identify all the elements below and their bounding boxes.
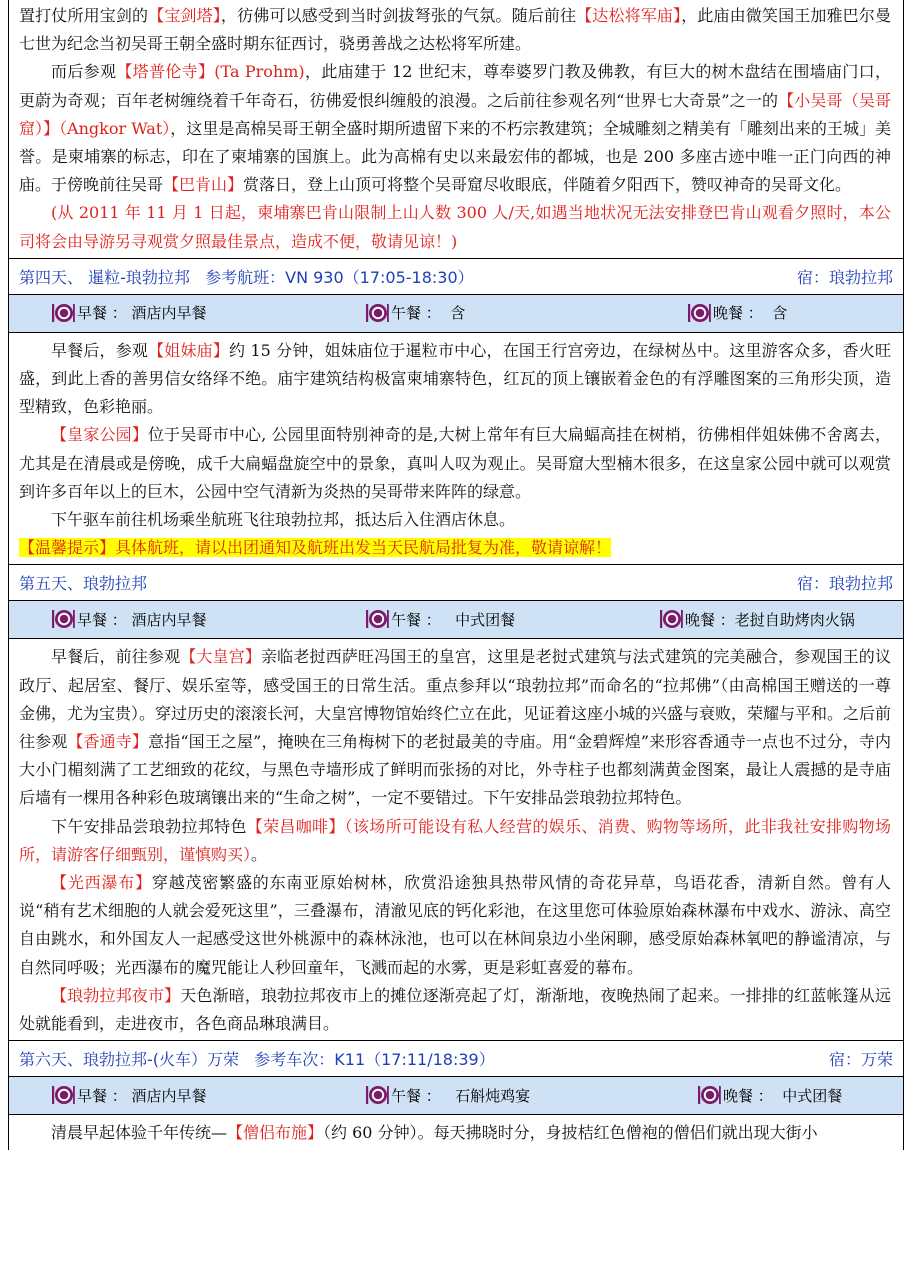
attraction-highlight: 【皇家公园】 (51, 425, 149, 445)
text-run: 亲临老挝西萨旺冯国王的皇宫，这里是老挝式建筑与法式建筑的完美融合，参观国王的议政厅、起居室、餐厅、娱乐室等，感受国王的日常生活。重点参拜以“琅勃拉邦”而命名的“拉邦佛”（由高棉国王赠送的一尊金佛，尤为宝贵）。穿过历史的滚滚长河，大皇宫博物馆始终伫立在此，见证着这座小城的兴盛与衰败，荣耀与平和。之后前往参观 (19, 647, 892, 752)
text-run: ，这里是高棉吴哥王朝全盛时期所遗留下来的不朽宗教建筑；全城雕刻之精美有「雕刻出来的王城」美誉。是柬埔寨的标志，印在了柬埔寨的国旗上。此为高棉有史以来最宏伟的都城，也是 200 多座古迹中唯一正门向西的神庙。于傍晚前往吴哥 (19, 118, 891, 195)
day6-title: 第六天、琅勃拉邦-(火车）万荣 参考车次：K11（17:11/18:39） (19, 1050, 495, 1070)
day5-lunch: 午餐 ： 中式团餐 (365, 601, 515, 637)
plate-fork-icon (365, 302, 389, 324)
attraction-highlight: （该场所可能设有私人经营的娱乐、消费、购物等场所，此非我社安排购物场所，请游客仔细甄别，谨慎购买） (19, 816, 891, 864)
day5-paragraph-4 (19, 982, 891, 1038)
text-run: 赏落日，登上山顶可将整个吴哥窟尽收眼底，伴随着夕阳西下，赞叹神奇的吴哥文化。 (243, 175, 852, 195)
day5-breakfast: 早餐 ： 酒店内早餐 (51, 601, 207, 637)
day4-header (8, 259, 904, 295)
day6-header (8, 1041, 904, 1077)
day6-content (8, 1115, 904, 1149)
day4-paragraph-1 (19, 337, 891, 422)
day4-lunch: 午餐 ： 含 (365, 295, 465, 331)
text-run: 约 15 分钟，姐妹庙位于暹粒市中心，在国王行宫旁边，在绿树丛中。这里游客众多，香火旺盛，到此上香的善男信女络绎不绝。庙宇建筑结构极富柬埔寨特色，红瓦的顶上镶嵌着金色的有浮雕图案的三角形尖顶，造型精致，色彩艳丽。 (19, 340, 891, 417)
day6-lunch: 午餐 ： 石斛炖鸡宴 (365, 1077, 530, 1113)
day5-content (8, 639, 904, 1041)
text-run: ，彷佛可以感受到当时剑拔弩张的气氛。随后前往 (220, 6, 577, 25)
day5-meals (8, 601, 904, 639)
text-run: 早餐后，参观 (51, 340, 149, 360)
text-run: 下午安排品尝琅勃拉邦特色 (51, 816, 247, 836)
attraction-highlight: 【光西瀑布】 (51, 873, 152, 893)
day5-title: 第五天、琅勃拉邦 (19, 574, 148, 594)
day5-header (8, 565, 904, 601)
attraction-highlight: 【达松将军庙】 (576, 6, 682, 25)
day4-breakfast: 早餐 ： 酒店内早餐 (51, 295, 207, 331)
day5-paragraph-2 (19, 813, 891, 869)
text-run: 位于吴哥市中心, 公园里面特别神奇的是,大树上常年有巨大扁蝠高挂在树梢，彷佛相伴姐妹佛不舍离去，尤其是在清晨或是傍晚，成千大扁蝠盘旋空中的景象，真叫人叹为观止。吴哥窟大型楠木很多，在这皇家公园中就可以观赏到许多百年以上的巨木，公园中空气清新为炎热的吴哥带来阵阵的绿意。 (19, 425, 891, 501)
day4-title: 第四天、 暹粒-琅勃拉邦 参考航班：VN 930（17:05-18:30） (19, 267, 474, 287)
attraction-highlight: 【小吴哥（吴哥窟）】（Angkor Wat） (19, 90, 891, 138)
day5-stay: 宿：琅勃拉邦 (796, 574, 893, 594)
attraction-highlight: 【琅勃拉邦夜市】 (51, 985, 181, 1005)
attraction-highlight: 【塔普伦寺】(Ta Prohm) (116, 62, 305, 82)
day3-content (8, 0, 904, 259)
attraction-highlight: 【僧侣布施】 (227, 1123, 324, 1143)
text-run: 清晨早起体验千年传统— (51, 1123, 228, 1143)
text-run: ，此庙建于 12 世纪末，尊奉婆罗门教及佛教，有巨大的树木盘结在围墙庙门口，更蔚为奇观；百年老树缠绕着千年奇石，彷佛爱恨纠缠般的浪漫。之后前往参观名列“世界七大奇景”之一的 (19, 62, 891, 110)
day4-meals (8, 295, 904, 333)
text-run: 早餐后，前往参观 (51, 647, 181, 667)
day4-dinner: 晚餐 ： 含 (687, 295, 787, 331)
text-run: （约 60 分钟）。每天拂晓时分，身披桔红色僧袍的僧侣们就出现大街小 (323, 1123, 818, 1143)
plate-fork-icon (659, 608, 683, 630)
text-run: 置打仗所用宝剑的 (19, 6, 149, 25)
attraction-highlight: 【巴肯山】 (163, 175, 244, 195)
day4-stay: 宿：琅勃拉邦 (796, 267, 893, 287)
plate-fork-icon (697, 1084, 721, 1106)
day3-paragraph-1 (19, 2, 891, 58)
text-run: 意指“国王之屋”，掩映在三角梅树下的老挝最美的寺庙。用“金碧辉煌”来形容香通寺一点也不过分，寺内大小门楣刻满了工艺细致的花纹，与黑色寺墙形成了鲜明而张扬的对比，外寺柱子也都刻满黄金图案，最让人震撼的是寺庙后墙有一棵用各种彩色玻璃镶出来的“生命之树”，一定不要错过。下午安排品尝琅勃拉邦特色。 (19, 732, 891, 808)
attraction-highlight: 【荣昌咖啡】 (246, 816, 345, 836)
day6-breakfast: 早餐 ： 酒店内早餐 (51, 1077, 207, 1113)
day4-tip (19, 534, 891, 562)
day4-content (8, 333, 904, 566)
day6-paragraph-1 (19, 1119, 891, 1147)
day6-stay: 宿：万荣 (828, 1050, 893, 1070)
day6-meals (8, 1077, 904, 1115)
plate-fork-icon (365, 608, 389, 630)
itinerary-page (8, 0, 904, 1150)
plate-fork-icon (365, 1084, 389, 1106)
text-run: 。 (251, 844, 268, 864)
day4-paragraph-3: 下午驱车前往机场乘坐航班飞往琅勃拉邦，抵达后入住酒店休息。 (51, 510, 516, 530)
day4-tip-text: 【温馨提示】具体航班，请以出团通知及航班出发当天民航局批复为准，敬请谅解！ (19, 538, 612, 558)
day5-dinner: 晚餐 ：老挝自助烤肉火锅 (659, 601, 855, 637)
day4-paragraph-2 (19, 421, 891, 506)
attraction-highlight: 【大皇宫】 (180, 647, 262, 667)
day5-paragraph-1 (19, 643, 891, 812)
plate-fork-icon (687, 302, 711, 324)
plate-fork-icon (51, 1084, 75, 1106)
day3-paragraph-2 (19, 58, 891, 199)
plate-fork-icon (51, 608, 75, 630)
text-run: 而后参观 (51, 62, 117, 82)
attraction-highlight: 【香通寺】 (67, 732, 149, 752)
text-run: 天色渐暗，琅勃拉邦夜市上的摊位逐渐亮起了灯，渐渐地，夜晚热闹了起来。一排排的红蓝帐篷从远处就能看到，走进夜市，各色商品琳琅满目。 (19, 985, 891, 1034)
day3-notice: (从 2011 年 11 月 1 日起，柬埔寨巴肯山限制上山人数 300 人/天,如遇当地状况无法安排登巴肯山观看夕照时，本公司将会由导游另寻观赏夕照最佳景点，造成不便，敬请见谅！) (19, 203, 891, 251)
plate-fork-icon (51, 302, 75, 324)
attraction-highlight: 【姐妹庙】 (148, 340, 230, 360)
day6-dinner: 晚餐 ： 中式团餐 (697, 1077, 842, 1113)
text-run: ，此庙由微笑国王加雅巴尔曼七世为纪念当初吴哥王朝全盛时期东征西讨，骁勇善战之达松将军所建。 (19, 6, 891, 54)
day5-paragraph-3 (19, 869, 891, 982)
text-run: 穿越茂密繁盛的东南亚原始树林，欣赏沿途独具热带风情的奇花异草，鸟语花香，清新自然。曾有人说“稍有艺术细胞的人就会爱死这里”，三叠瀑布，清澈见底的钙化彩池，在这里您可体验原始森林瀑布中戏水、游泳、高空自由跳水，和外国友人一起感受这世外桃源中的森林泳池，也可以在林间泉边小坐闲聊，感受原始森林氧吧的静谧清凉，与自然同呼吸；光西瀑布的魔咒能让人秒回童年，飞溅而起的水雾，更是彩虹喜爱的幕布。 (19, 873, 891, 977)
attraction-highlight: 【宝剑塔】 (148, 6, 221, 25)
